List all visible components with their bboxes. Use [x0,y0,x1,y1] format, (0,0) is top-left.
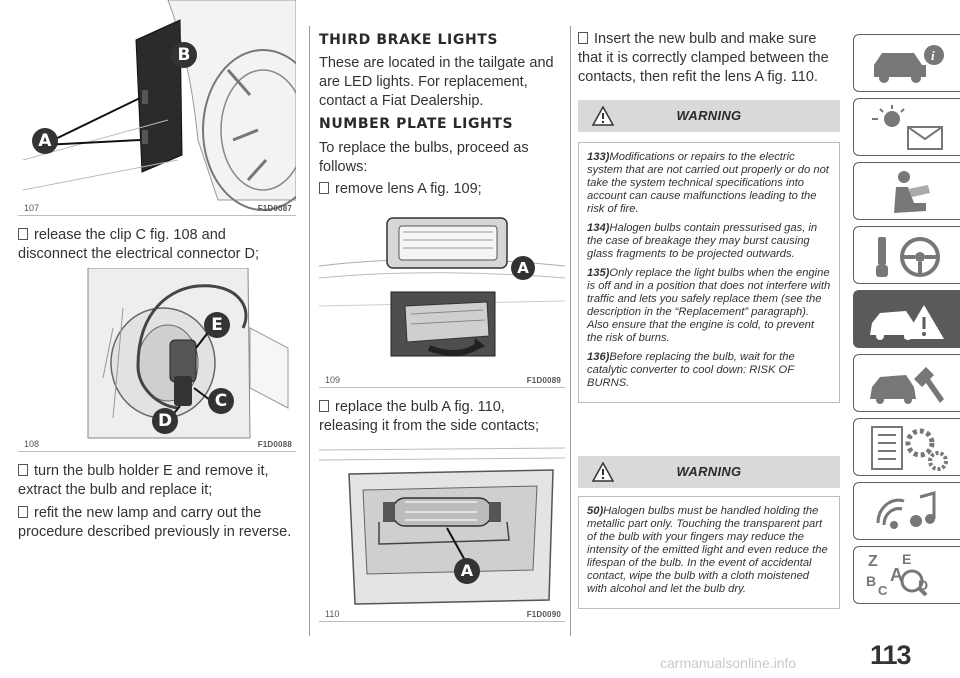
technical-data-icon [864,423,954,473]
tab-in-an-emergency[interactable] [853,290,960,348]
tab-index[interactable] [853,546,960,604]
figure-110-illustration [319,440,565,622]
step-turn-bulb-holder: turn the bulb holder E and remove it, extract the bulb and replace it; [18,462,296,500]
warning-item [587,351,831,390]
warning-ref: 135) [587,267,610,279]
callout-a: A [511,256,535,280]
figure-108-caption [18,437,296,449]
warning-ref: 136) [587,351,610,363]
step-remove-lens: remove lens A fig. 109; [319,180,565,199]
tab-safety[interactable] [853,162,960,220]
tab-servicing[interactable] [853,354,960,412]
figure-107 [18,0,296,216]
warning-item [587,222,831,261]
warning-header-1 [578,100,840,132]
figure-109 [319,206,565,388]
step-insert-bulb: Insert the new bulb and make sure that it is correctly clamped between the contacts, then refit the lens A fig. 110. [578,30,840,87]
warning-text: Halogen bulbs contain pressurised gas, in the case of breakage they may burst causing glass fragments to be projected outwards. [587,222,818,260]
tab-technical-data[interactable] [853,418,960,476]
car-info-icon [864,39,954,89]
step-refit-lamp: refit the new lamp and carry out the procedure described previously in reverse. [18,504,296,542]
figure-number: 110 [325,609,340,619]
figure-code: F1D0090 [526,610,561,619]
figure-109-caption [319,373,565,385]
warning-ref: 133) [587,151,610,163]
warning-box-1 [578,142,840,403]
heading-third-brake-lights: THIRD BRAKE LIGHTS [319,32,499,48]
warning-text: Halogen bulbs must be handled holding the metallic part only. Touching the transparent part of the bulb with your fingers may reduce the intensity of the emitted light and even reduce the lifespan of the bulb. In the event of accidental contact, wipe the bulb with a cloth moistened with alcohol and let the bulb dry. [587,505,828,595]
figure-code: F1D0089 [526,376,561,385]
tab-multimedia[interactable] [853,482,960,540]
figure-number: 108 [24,439,40,449]
tab-warning-lights[interactable] [853,98,960,156]
figure-number: 107 [24,203,40,213]
figure-109-illustration [319,206,565,388]
column-divider [309,26,310,636]
number-plate-intro: To replace the bulbs, proceed as follows: [319,140,529,175]
warning-box-2 [578,496,840,609]
key-steering-wheel-icon [864,231,954,281]
car-maintenance-icon [864,359,954,409]
callout-c: C [208,388,234,414]
callout-e: E [204,312,230,338]
figure-107-illustration [18,0,296,216]
figure-code: F1D0087 [257,204,292,213]
warning-title: WARNING [676,108,742,123]
figure-110 [319,440,565,622]
column-divider [570,26,571,636]
warning-text: Before replacing the bulb, wait for the catalytic converter to cool down: RISK OF BURNS. [587,351,795,389]
car-breakdown-icon [864,295,954,345]
warning-lights-icon [864,103,954,153]
watermark: carmanualsonline.info [660,655,797,671]
warning-header-2 [578,456,840,488]
seat-airbag-icon [864,167,954,217]
figure-number: 109 [325,375,341,385]
index-letter: D [918,577,929,593]
heading-number-plate-lights: NUMBER PLATE LIGHTS [319,116,514,132]
index-letter: Z [868,553,878,570]
multimedia-icon [864,487,954,537]
page-number: 113 [870,640,911,670]
callout-a: A [32,128,58,154]
figure-107-caption [18,201,296,213]
figure-108 [18,268,296,452]
tab-car-info[interactable] [853,34,960,92]
warning-text: Modifications or repairs to the electric system that are not carried out properly or do not take the system technical specifications into account can cause malfunctions leading to the risk of fire. [587,151,829,215]
warning-ref: 50) [587,505,604,517]
warning-text: Only replace the light bulbs when the engine is off and in a position that does not interfere with traffic and lets you safely replace them (see the description in the “Replacement” paragraph). Also ensure that the engine is cold, to prevent the risk of burns. [587,267,831,344]
callout-b: B [171,42,197,68]
warning-ref: 134) [587,222,610,234]
warning-item [587,151,831,216]
figure-110-caption [319,607,565,619]
warning-item [587,267,831,345]
svg-text:i: i [931,48,935,63]
tab-starting-driving[interactable] [853,226,960,284]
index-letter: B [866,573,877,589]
index-letter: E [902,551,912,567]
callout-d: D [152,408,178,434]
third-brake-lights-text: These are located in the tailgate and are LED lights. For replacement, contact a Fiat Dealership. [319,55,554,109]
index-letter: C [878,583,888,598]
index-letter: A [890,565,903,585]
callout-a: A [454,558,480,584]
step-release-clip: release the clip C fig. 108 and disconnect the electrical connector D; [18,226,296,264]
warning-item [587,505,831,596]
step-replace-bulb: replace the bulb A fig. 110, releasing it from the side contacts; [319,398,565,436]
warning-title: WARNING [676,464,742,479]
figure-code: F1D0088 [257,440,292,449]
